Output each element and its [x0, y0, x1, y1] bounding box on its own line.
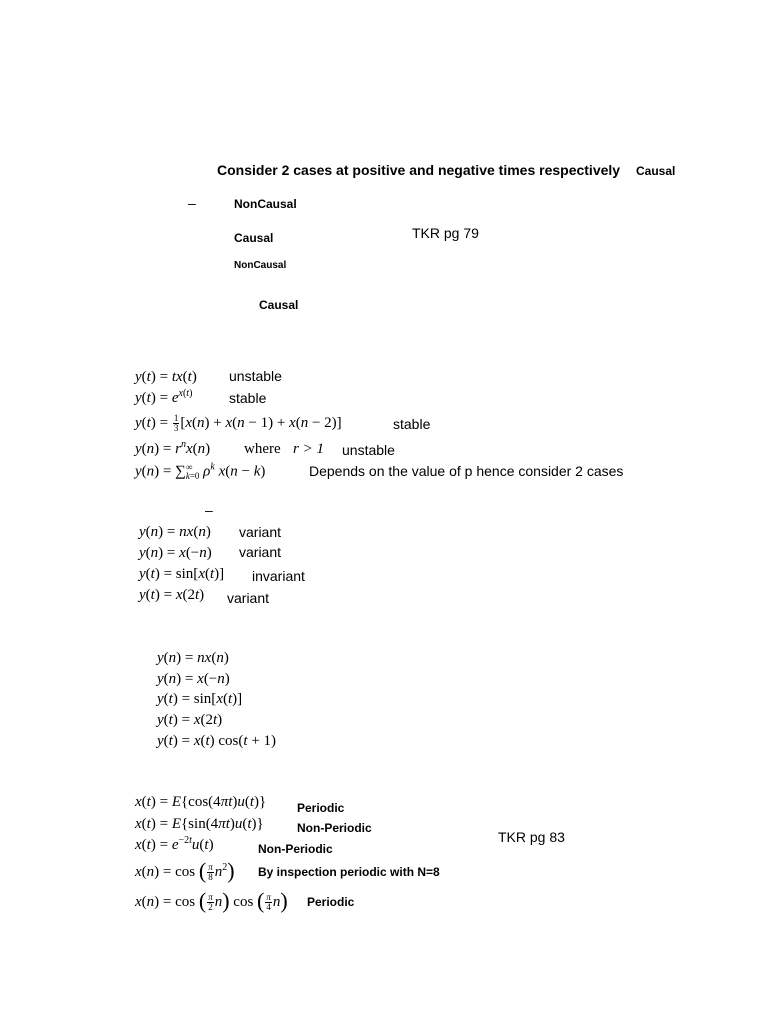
periodic-result-4: By inspection periodic with N=8: [258, 865, 440, 879]
list-eq-5: y(t) = x(t) cos(t + 1): [157, 733, 277, 749]
periodic-eq-5: x(n) = cos ( $\frac{\pi}{2}$ n) cos ( $\frac{\pi}{4}$ n): [135, 888, 288, 913]
stability-eq-4: $y(n) = r^nx(n)$: [135, 439, 211, 457]
causality-label-4: NonCausal: [234, 260, 287, 271]
invariance-result-1: variant: [239, 524, 282, 540]
stability-result-3: stable: [393, 416, 431, 432]
reference-tkr-79: TKR pg 79: [412, 225, 479, 241]
stability-result-5: Depends on the value of p hence consider 2 cases: [309, 463, 624, 479]
list-eq-1: y(n) = nx(n): [157, 650, 229, 666]
invariance-dash: –: [205, 502, 213, 518]
stability-condition: r > 1: [293, 441, 324, 457]
periodic-eq-1: x(t) = E{cos(4πt)u(t)}: [135, 794, 267, 810]
list-eq-3: y(t) = sin[x(t)]: [157, 691, 243, 707]
causality-label-2: NonCausal: [234, 197, 297, 211]
stability-result-4: unstable: [342, 442, 395, 458]
list-eq-4: y(t) = x(2t): [157, 712, 223, 728]
list-eq-2: y(n) = x(−n): [157, 671, 230, 687]
periodic-result-5: Periodic: [307, 895, 355, 909]
stability-eq-5: y(n) = ∑ ∞ k=0 $\rho^k$ x(n − k): [135, 461, 266, 481]
periodic-eq-2: x(t) = E{sin(4πt)u(t)}: [135, 816, 264, 832]
invariance-eq-2: y(n) = x(−n): [139, 545, 212, 561]
reference-tkr-83: TKR pg 83: [498, 829, 565, 845]
invariance-eq-1: y(n) = nx(n): [139, 524, 211, 540]
causality-label-5: Causal: [259, 298, 299, 312]
periodic-result-1: Periodic: [297, 801, 345, 815]
stability-result-2: stable: [229, 390, 267, 406]
stability-result-1: unstable: [229, 368, 282, 384]
invariance-eq-4: y(t) = x(2t): [139, 587, 205, 603]
causality-dash: –: [188, 195, 196, 211]
stability-eq-2: $y(t) = e^{x(t)}$: [135, 388, 193, 406]
causality-intro: Consider 2 cases at positive and negative times respectively: [217, 162, 621, 178]
stability-where: where: [244, 441, 281, 457]
invariance-result-3: invariant: [252, 568, 305, 584]
invariance-result-4: variant: [227, 590, 270, 606]
invariance-result-2: variant: [239, 544, 282, 560]
periodic-result-2: Non-Periodic: [297, 821, 372, 835]
invariance-eq-3: y(t) = sin[x(t)]: [139, 566, 225, 582]
causality-label-1: Causal: [636, 164, 676, 178]
periodic-result-3: Non-Periodic: [258, 842, 333, 856]
causality-label-3: Causal: [234, 231, 274, 245]
stability-eq-1: y(t) = tx(t): [135, 369, 197, 385]
stability-eq-3: y(t) = $\frac{1}{3}$ [x(n) + x(n − 1) + x(n − 2)]: [135, 413, 342, 433]
periodic-eq-4: x(n) = cos ( $\frac{\pi}{8}$ $n^2$): [135, 858, 235, 883]
periodic-eq-3: $x(t) = e^{-2t}u(t)$: [135, 835, 214, 853]
